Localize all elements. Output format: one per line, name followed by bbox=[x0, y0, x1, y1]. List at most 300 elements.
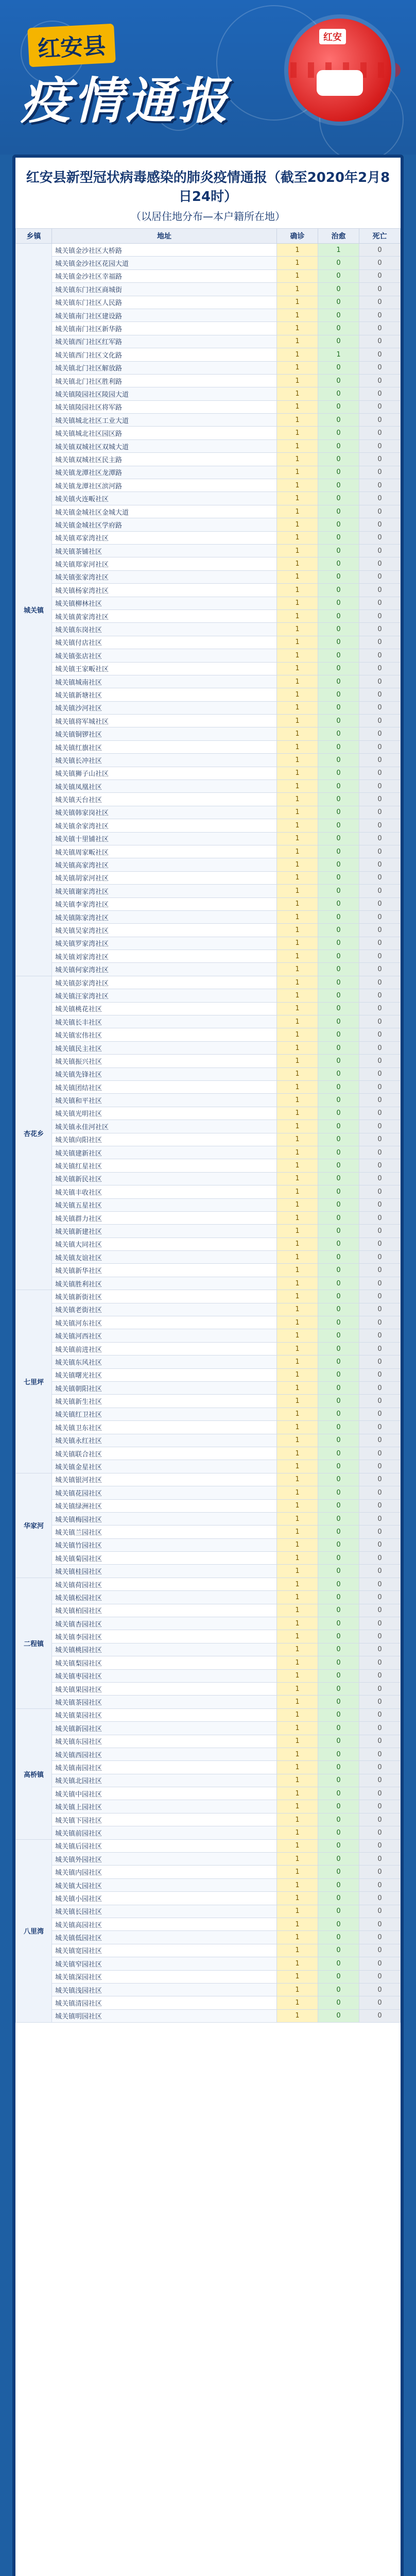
death-cell: 0 bbox=[359, 1617, 401, 1630]
cured-cell: 0 bbox=[318, 374, 359, 387]
death-cell: 0 bbox=[359, 309, 401, 321]
cured-cell: 0 bbox=[318, 492, 359, 505]
address-cell: 城关镇东门社区人民路 bbox=[52, 296, 277, 309]
death-cell: 0 bbox=[359, 1630, 401, 1643]
table-row bbox=[16, 1015, 401, 1028]
confirmed-cell: 1 bbox=[277, 924, 318, 937]
confirmed-cell: 1 bbox=[277, 1878, 318, 1891]
confirmed-cell: 1 bbox=[277, 322, 318, 335]
cured-cell: 0 bbox=[318, 1774, 359, 1787]
table-row bbox=[16, 1591, 401, 1604]
table-row bbox=[16, 1277, 401, 1290]
death-cell: 0 bbox=[359, 609, 401, 622]
address-cell: 城关镇铜锣社区 bbox=[52, 727, 277, 740]
table-row bbox=[16, 544, 401, 557]
address-cell: 城关镇低园社区 bbox=[52, 1931, 277, 1944]
address-cell: 城关镇狮子山社区 bbox=[52, 767, 277, 779]
table-row bbox=[16, 1342, 401, 1355]
cured-cell: 0 bbox=[318, 361, 359, 374]
cured-cell: 0 bbox=[318, 806, 359, 819]
table-row bbox=[16, 244, 401, 257]
address-cell: 城关镇和平社区 bbox=[52, 1094, 277, 1107]
address-cell: 城关镇张店社区 bbox=[52, 649, 277, 662]
address-cell: 城关镇浅园社区 bbox=[52, 1983, 277, 1996]
confirmed-cell: 1 bbox=[277, 1591, 318, 1604]
death-cell: 0 bbox=[359, 623, 401, 636]
cured-cell: 0 bbox=[318, 1565, 359, 1578]
table-row bbox=[16, 688, 401, 701]
town-cell: 八里湾 bbox=[16, 1839, 52, 2022]
address-cell: 城关镇梨园社区 bbox=[52, 1656, 277, 1669]
confirmed-cell: 1 bbox=[277, 1866, 318, 1878]
address-cell: 城关镇高家湾社区 bbox=[52, 858, 277, 871]
table-row bbox=[16, 1800, 401, 1813]
confirmed-cell: 1 bbox=[277, 1512, 318, 1525]
address-cell: 城关镇振兴社区 bbox=[52, 1055, 277, 1067]
confirmed-cell: 1 bbox=[277, 1146, 318, 1159]
address-cell: 城关镇金沙社区花园大道 bbox=[52, 257, 277, 269]
confirmed-cell: 1 bbox=[277, 269, 318, 282]
death-cell: 0 bbox=[359, 1669, 401, 1682]
cured-cell: 0 bbox=[318, 1225, 359, 1238]
address-cell: 城关镇长园社区 bbox=[52, 1905, 277, 1918]
table-row bbox=[16, 740, 401, 753]
cured-cell: 0 bbox=[318, 1656, 359, 1669]
table-row bbox=[16, 1447, 401, 1460]
death-cell: 0 bbox=[359, 1552, 401, 1565]
death-cell: 0 bbox=[359, 1211, 401, 1224]
address-cell: 城关镇韩家岗社区 bbox=[52, 806, 277, 819]
table-row bbox=[16, 1028, 401, 1041]
death-cell: 0 bbox=[359, 701, 401, 714]
confirmed-cell: 1 bbox=[277, 1015, 318, 1028]
table-row bbox=[16, 1578, 401, 1590]
table-row bbox=[16, 1002, 401, 1015]
death-cell: 0 bbox=[359, 1133, 401, 1146]
table-row bbox=[16, 780, 401, 793]
address-cell: 城关镇红旗社区 bbox=[52, 740, 277, 753]
table-row bbox=[16, 322, 401, 335]
table-row bbox=[16, 257, 401, 269]
address-cell: 城关镇彭家湾社区 bbox=[52, 976, 277, 989]
cured-cell: 0 bbox=[318, 1604, 359, 1617]
cured-cell: 0 bbox=[318, 1264, 359, 1277]
table-row bbox=[16, 1094, 401, 1107]
confirmed-cell: 1 bbox=[277, 609, 318, 622]
confirmed-cell: 1 bbox=[277, 1565, 318, 1578]
confirmed-cell: 1 bbox=[277, 492, 318, 505]
table-row bbox=[16, 1944, 401, 1957]
table-row bbox=[16, 793, 401, 806]
cured-cell: 0 bbox=[318, 1983, 359, 1996]
table-row bbox=[16, 348, 401, 361]
address-cell: 城关镇新建社区 bbox=[52, 1225, 277, 1238]
death-cell: 0 bbox=[359, 1185, 401, 1198]
cured-cell: 0 bbox=[318, 1826, 359, 1839]
table-row bbox=[16, 1931, 401, 1944]
cured-cell: 0 bbox=[318, 1094, 359, 1107]
cured-cell: 0 bbox=[318, 1853, 359, 1866]
confirmed-cell: 1 bbox=[277, 1813, 318, 1826]
death-cell: 0 bbox=[359, 989, 401, 1002]
confirmed-cell: 1 bbox=[277, 1434, 318, 1447]
confirmed-cell: 1 bbox=[277, 1133, 318, 1146]
cured-cell: 0 bbox=[318, 793, 359, 806]
death-cell: 0 bbox=[359, 1787, 401, 1800]
cured-cell: 0 bbox=[318, 2009, 359, 2022]
address-cell: 城关镇荷园社区 bbox=[52, 1578, 277, 1590]
death-cell: 0 bbox=[359, 1055, 401, 1067]
death-cell: 0 bbox=[359, 269, 401, 282]
table-row bbox=[16, 557, 401, 570]
cured-cell: 0 bbox=[318, 1748, 359, 1760]
death-cell: 0 bbox=[359, 950, 401, 963]
cured-cell: 0 bbox=[318, 466, 359, 479]
address-cell: 城关镇新民社区 bbox=[52, 1172, 277, 1185]
address-cell: 城关镇王家畈社区 bbox=[52, 662, 277, 675]
death-cell: 0 bbox=[359, 1486, 401, 1499]
table-row bbox=[16, 309, 401, 321]
cured-cell: 0 bbox=[318, 439, 359, 452]
address-cell: 城关镇邓家湾社区 bbox=[52, 531, 277, 544]
death-cell: 0 bbox=[359, 1041, 401, 1054]
confirmed-cell: 1 bbox=[277, 1094, 318, 1107]
confirmed-cell: 1 bbox=[277, 335, 318, 348]
cured-cell: 0 bbox=[318, 597, 359, 609]
table-row bbox=[16, 387, 401, 400]
table-row bbox=[16, 1368, 401, 1381]
table-row bbox=[16, 1434, 401, 1447]
death-cell: 0 bbox=[359, 937, 401, 950]
death-cell: 0 bbox=[359, 767, 401, 779]
confirmed-cell: 1 bbox=[277, 1381, 318, 1394]
address-cell: 城关镇先锋社区 bbox=[52, 1067, 277, 1080]
address-cell: 城关镇朝阳社区 bbox=[52, 1381, 277, 1394]
death-cell: 0 bbox=[359, 845, 401, 858]
death-cell: 0 bbox=[359, 1198, 401, 1211]
table-row bbox=[16, 623, 401, 636]
confirmed-cell: 1 bbox=[277, 1957, 318, 1970]
death-cell: 0 bbox=[359, 1002, 401, 1015]
confirmed-cell: 1 bbox=[277, 1905, 318, 1918]
confirmed-cell: 1 bbox=[277, 1800, 318, 1813]
cured-cell: 0 bbox=[318, 1878, 359, 1891]
cured-cell: 0 bbox=[318, 1643, 359, 1656]
report-header bbox=[0, 0, 416, 155]
death-cell: 0 bbox=[359, 1853, 401, 1866]
address-cell: 城关镇绿洲社区 bbox=[52, 1499, 277, 1512]
table-row bbox=[16, 1918, 401, 1931]
address-cell: 城关镇新华社区 bbox=[52, 1264, 277, 1277]
table-row bbox=[16, 505, 401, 518]
table-row bbox=[16, 1708, 401, 1721]
cured-cell: 0 bbox=[318, 1434, 359, 1447]
table-row bbox=[16, 1538, 401, 1551]
confirmed-cell: 1 bbox=[277, 1617, 318, 1630]
death-cell: 0 bbox=[359, 793, 401, 806]
death-cell: 0 bbox=[359, 1957, 401, 1970]
table-row bbox=[16, 518, 401, 531]
table-row bbox=[16, 296, 401, 309]
confirmed-cell: 1 bbox=[277, 1826, 318, 1839]
address-cell: 城关镇小园社区 bbox=[52, 1892, 277, 1905]
cured-cell: 0 bbox=[318, 427, 359, 439]
table-row bbox=[16, 427, 401, 439]
town-cell: 二程镇 bbox=[16, 1578, 52, 1708]
cured-cell: 0 bbox=[318, 283, 359, 296]
confirmed-cell: 1 bbox=[277, 989, 318, 1002]
death-cell: 0 bbox=[359, 1643, 401, 1656]
cured-cell: 0 bbox=[318, 400, 359, 413]
confirmed-cell: 1 bbox=[277, 1538, 318, 1551]
cured-cell: 0 bbox=[318, 623, 359, 636]
table-row bbox=[16, 1696, 401, 1708]
table-row bbox=[16, 924, 401, 937]
death-cell: 0 bbox=[359, 544, 401, 557]
address-cell: 城关镇桂园社区 bbox=[52, 1565, 277, 1578]
cured-cell: 1 bbox=[318, 244, 359, 257]
address-cell: 城关镇新塘社区 bbox=[52, 688, 277, 701]
cured-cell: 0 bbox=[318, 1067, 359, 1080]
death-cell: 0 bbox=[359, 963, 401, 976]
confirmed-cell: 1 bbox=[277, 1081, 318, 1094]
address-cell: 城关镇城北社区工业大道 bbox=[52, 414, 277, 427]
cured-cell: 0 bbox=[318, 570, 359, 583]
address-cell: 城关镇金星社区 bbox=[52, 1460, 277, 1473]
cured-cell: 0 bbox=[318, 1251, 359, 1264]
address-cell: 城关镇城北社区园区路 bbox=[52, 427, 277, 439]
address-cell: 城关镇枣园社区 bbox=[52, 1669, 277, 1682]
death-cell: 0 bbox=[359, 976, 401, 989]
cured-cell: 0 bbox=[318, 976, 359, 989]
cured-cell: 0 bbox=[318, 1552, 359, 1565]
address-cell: 城关镇明园社区 bbox=[52, 2009, 277, 2022]
cured-cell: 0 bbox=[318, 1002, 359, 1015]
table-row bbox=[16, 1970, 401, 1983]
address-cell: 城关镇金沙社区幸福路 bbox=[52, 269, 277, 282]
cured-cell: 0 bbox=[318, 1957, 359, 1970]
death-cell: 0 bbox=[359, 1408, 401, 1420]
cured-cell: 0 bbox=[318, 414, 359, 427]
table-row bbox=[16, 989, 401, 1002]
death-cell: 0 bbox=[359, 2009, 401, 2022]
confirmed-cell: 1 bbox=[277, 1172, 318, 1185]
cured-cell: 0 bbox=[318, 1800, 359, 1813]
town-cell: 高桥镇 bbox=[16, 1708, 52, 1839]
cured-cell: 0 bbox=[318, 727, 359, 740]
address-cell: 城关镇茶园社区 bbox=[52, 1696, 277, 1708]
death-cell: 0 bbox=[359, 374, 401, 387]
report-title: 疫情通报 bbox=[21, 72, 231, 130]
address-cell: 城关镇陵园社区陵园大道 bbox=[52, 387, 277, 400]
address-cell: 城关镇永红社区 bbox=[52, 1434, 277, 1447]
address-cell: 城关镇将军城社区 bbox=[52, 715, 277, 727]
notice-title: 红安县新型冠状病毒感染的肺炎疫情通报（截至2020年2月8日24时） bbox=[26, 170, 390, 205]
confirmed-cell: 1 bbox=[277, 1630, 318, 1643]
address-cell: 城关镇大同社区 bbox=[52, 1238, 277, 1250]
confirmed-cell: 1 bbox=[277, 701, 318, 714]
address-cell: 城关镇谢家湾社区 bbox=[52, 885, 277, 897]
confirmed-cell: 1 bbox=[277, 348, 318, 361]
address-cell: 城关镇中园社区 bbox=[52, 1787, 277, 1800]
cured-cell: 0 bbox=[318, 1669, 359, 1682]
confirmed-cell: 1 bbox=[277, 1355, 318, 1368]
table-row bbox=[16, 715, 401, 727]
address-cell: 城关镇吴家湾社区 bbox=[52, 924, 277, 937]
address-cell: 城关镇胜利社区 bbox=[52, 1277, 277, 1290]
cured-cell: 0 bbox=[318, 1905, 359, 1918]
cured-cell: 0 bbox=[318, 1735, 359, 1748]
table-row bbox=[16, 597, 401, 609]
death-cell: 0 bbox=[359, 1146, 401, 1159]
confirmed-cell: 1 bbox=[277, 597, 318, 609]
confirmed-cell: 1 bbox=[277, 1892, 318, 1905]
confirmed-cell: 1 bbox=[277, 832, 318, 845]
death-cell: 0 bbox=[359, 1015, 401, 1028]
confirmed-cell: 1 bbox=[277, 584, 318, 597]
death-cell: 0 bbox=[359, 1447, 401, 1460]
death-cell: 0 bbox=[359, 1081, 401, 1094]
address-cell: 城关镇曙光社区 bbox=[52, 1368, 277, 1381]
death-cell: 0 bbox=[359, 885, 401, 897]
death-cell: 0 bbox=[359, 531, 401, 544]
address-cell: 城关镇宏伟社区 bbox=[52, 1028, 277, 1041]
cured-cell: 0 bbox=[318, 1408, 359, 1420]
table-row bbox=[16, 1787, 401, 1800]
death-cell: 0 bbox=[359, 1578, 401, 1590]
death-cell: 0 bbox=[359, 636, 401, 649]
table-row bbox=[16, 1826, 401, 1839]
confirmed-cell: 1 bbox=[277, 1055, 318, 1067]
emblem-badge: 红安 bbox=[319, 29, 346, 44]
address-cell: 城关镇东门社区商城街 bbox=[52, 283, 277, 296]
address-cell: 城关镇柳林社区 bbox=[52, 597, 277, 609]
cured-cell: 0 bbox=[318, 544, 359, 557]
death-cell: 0 bbox=[359, 1303, 401, 1316]
death-cell: 0 bbox=[359, 505, 401, 518]
confirmed-cell: 1 bbox=[277, 1918, 318, 1931]
table-row bbox=[16, 832, 401, 845]
death-cell: 0 bbox=[359, 1983, 401, 1996]
table-row bbox=[16, 400, 401, 413]
death-cell: 0 bbox=[359, 597, 401, 609]
address-cell: 城关镇菜园社区 bbox=[52, 1708, 277, 1721]
address-cell: 城关镇西园社区 bbox=[52, 1748, 277, 1760]
confirmed-cell: 1 bbox=[277, 1041, 318, 1054]
confirmed-cell: 1 bbox=[277, 976, 318, 989]
cured-cell: 0 bbox=[318, 819, 359, 832]
address-cell: 城关镇菊园社区 bbox=[52, 1552, 277, 1565]
confirmed-cell: 1 bbox=[277, 1656, 318, 1669]
cured-cell: 0 bbox=[318, 1460, 359, 1473]
confirmed-cell: 1 bbox=[277, 1983, 318, 1996]
cured-cell: 0 bbox=[318, 1028, 359, 1041]
death-cell: 0 bbox=[359, 1696, 401, 1708]
death-cell: 0 bbox=[359, 1682, 401, 1695]
death-cell: 0 bbox=[359, 1735, 401, 1748]
table-row bbox=[16, 1774, 401, 1787]
confirmed-cell: 1 bbox=[277, 544, 318, 557]
table-row bbox=[16, 1067, 401, 1080]
confirmed-cell: 1 bbox=[277, 374, 318, 387]
table-row bbox=[16, 1211, 401, 1224]
cured-cell: 0 bbox=[318, 1316, 359, 1329]
cured-cell: 0 bbox=[318, 1787, 359, 1800]
death-cell: 0 bbox=[359, 754, 401, 767]
confirmed-cell: 1 bbox=[277, 1774, 318, 1787]
cured-cell: 0 bbox=[318, 1211, 359, 1224]
table-row bbox=[16, 1120, 401, 1133]
confirmed-cell: 1 bbox=[277, 257, 318, 269]
cured-cell: 0 bbox=[318, 989, 359, 1002]
death-cell: 0 bbox=[359, 1499, 401, 1512]
address-cell: 城关镇双城社区民主路 bbox=[52, 453, 277, 466]
confirmed-cell: 1 bbox=[277, 623, 318, 636]
death-cell: 0 bbox=[359, 557, 401, 570]
address-cell: 城关镇深园社区 bbox=[52, 1970, 277, 1983]
death-cell: 0 bbox=[359, 688, 401, 701]
cured-cell: 0 bbox=[318, 1892, 359, 1905]
address-cell: 城关镇丰收社区 bbox=[52, 1185, 277, 1198]
table-row bbox=[16, 414, 401, 427]
death-cell: 0 bbox=[359, 1460, 401, 1473]
death-cell: 0 bbox=[359, 924, 401, 937]
confirmed-cell: 1 bbox=[277, 780, 318, 793]
confirmed-cell: 1 bbox=[277, 1552, 318, 1565]
death-cell: 0 bbox=[359, 910, 401, 923]
address-cell: 城关镇红卫社区 bbox=[52, 1408, 277, 1420]
cured-cell: 0 bbox=[318, 688, 359, 701]
death-cell: 0 bbox=[359, 361, 401, 374]
confirmed-cell: 1 bbox=[277, 688, 318, 701]
confirmed-cell: 1 bbox=[277, 1368, 318, 1381]
table-row bbox=[16, 1185, 401, 1198]
address-cell: 城关镇内园社区 bbox=[52, 1866, 277, 1878]
cured-cell: 0 bbox=[318, 1866, 359, 1878]
address-cell: 城关镇胡家河社区 bbox=[52, 871, 277, 884]
address-cell: 城关镇付店社区 bbox=[52, 636, 277, 649]
confirmed-cell: 1 bbox=[277, 283, 318, 296]
confirmed-cell: 1 bbox=[277, 1996, 318, 2009]
address-cell: 城关镇陵园社区将军路 bbox=[52, 400, 277, 413]
table-row bbox=[16, 937, 401, 950]
death-cell: 0 bbox=[359, 1329, 401, 1342]
death-cell: 0 bbox=[359, 1316, 401, 1329]
confirmed-cell: 1 bbox=[277, 1002, 318, 1015]
confirmed-cell: 1 bbox=[277, 2009, 318, 2022]
confirmed-cell: 1 bbox=[277, 715, 318, 727]
death-cell: 0 bbox=[359, 427, 401, 439]
death-cell: 0 bbox=[359, 832, 401, 845]
confirmed-cell: 1 bbox=[277, 1526, 318, 1538]
table-row bbox=[16, 963, 401, 976]
confirmed-cell: 1 bbox=[277, 1696, 318, 1708]
cured-cell: 0 bbox=[318, 1813, 359, 1826]
confirmed-cell: 1 bbox=[277, 754, 318, 767]
confirmed-cell: 1 bbox=[277, 1486, 318, 1499]
table-row bbox=[16, 335, 401, 348]
table-row bbox=[16, 1878, 401, 1891]
table-row bbox=[16, 727, 401, 740]
confirmed-cell: 1 bbox=[277, 296, 318, 309]
address-cell: 城关镇兰园社区 bbox=[52, 1526, 277, 1538]
cured-cell: 0 bbox=[318, 1055, 359, 1067]
address-cell: 城关镇火连畈社区 bbox=[52, 492, 277, 505]
confirmed-cell: 1 bbox=[277, 767, 318, 779]
confirmed-cell: 1 bbox=[277, 1316, 318, 1329]
address-cell: 城关镇联合社区 bbox=[52, 1447, 277, 1460]
address-cell: 城关镇新街社区 bbox=[52, 1290, 277, 1303]
